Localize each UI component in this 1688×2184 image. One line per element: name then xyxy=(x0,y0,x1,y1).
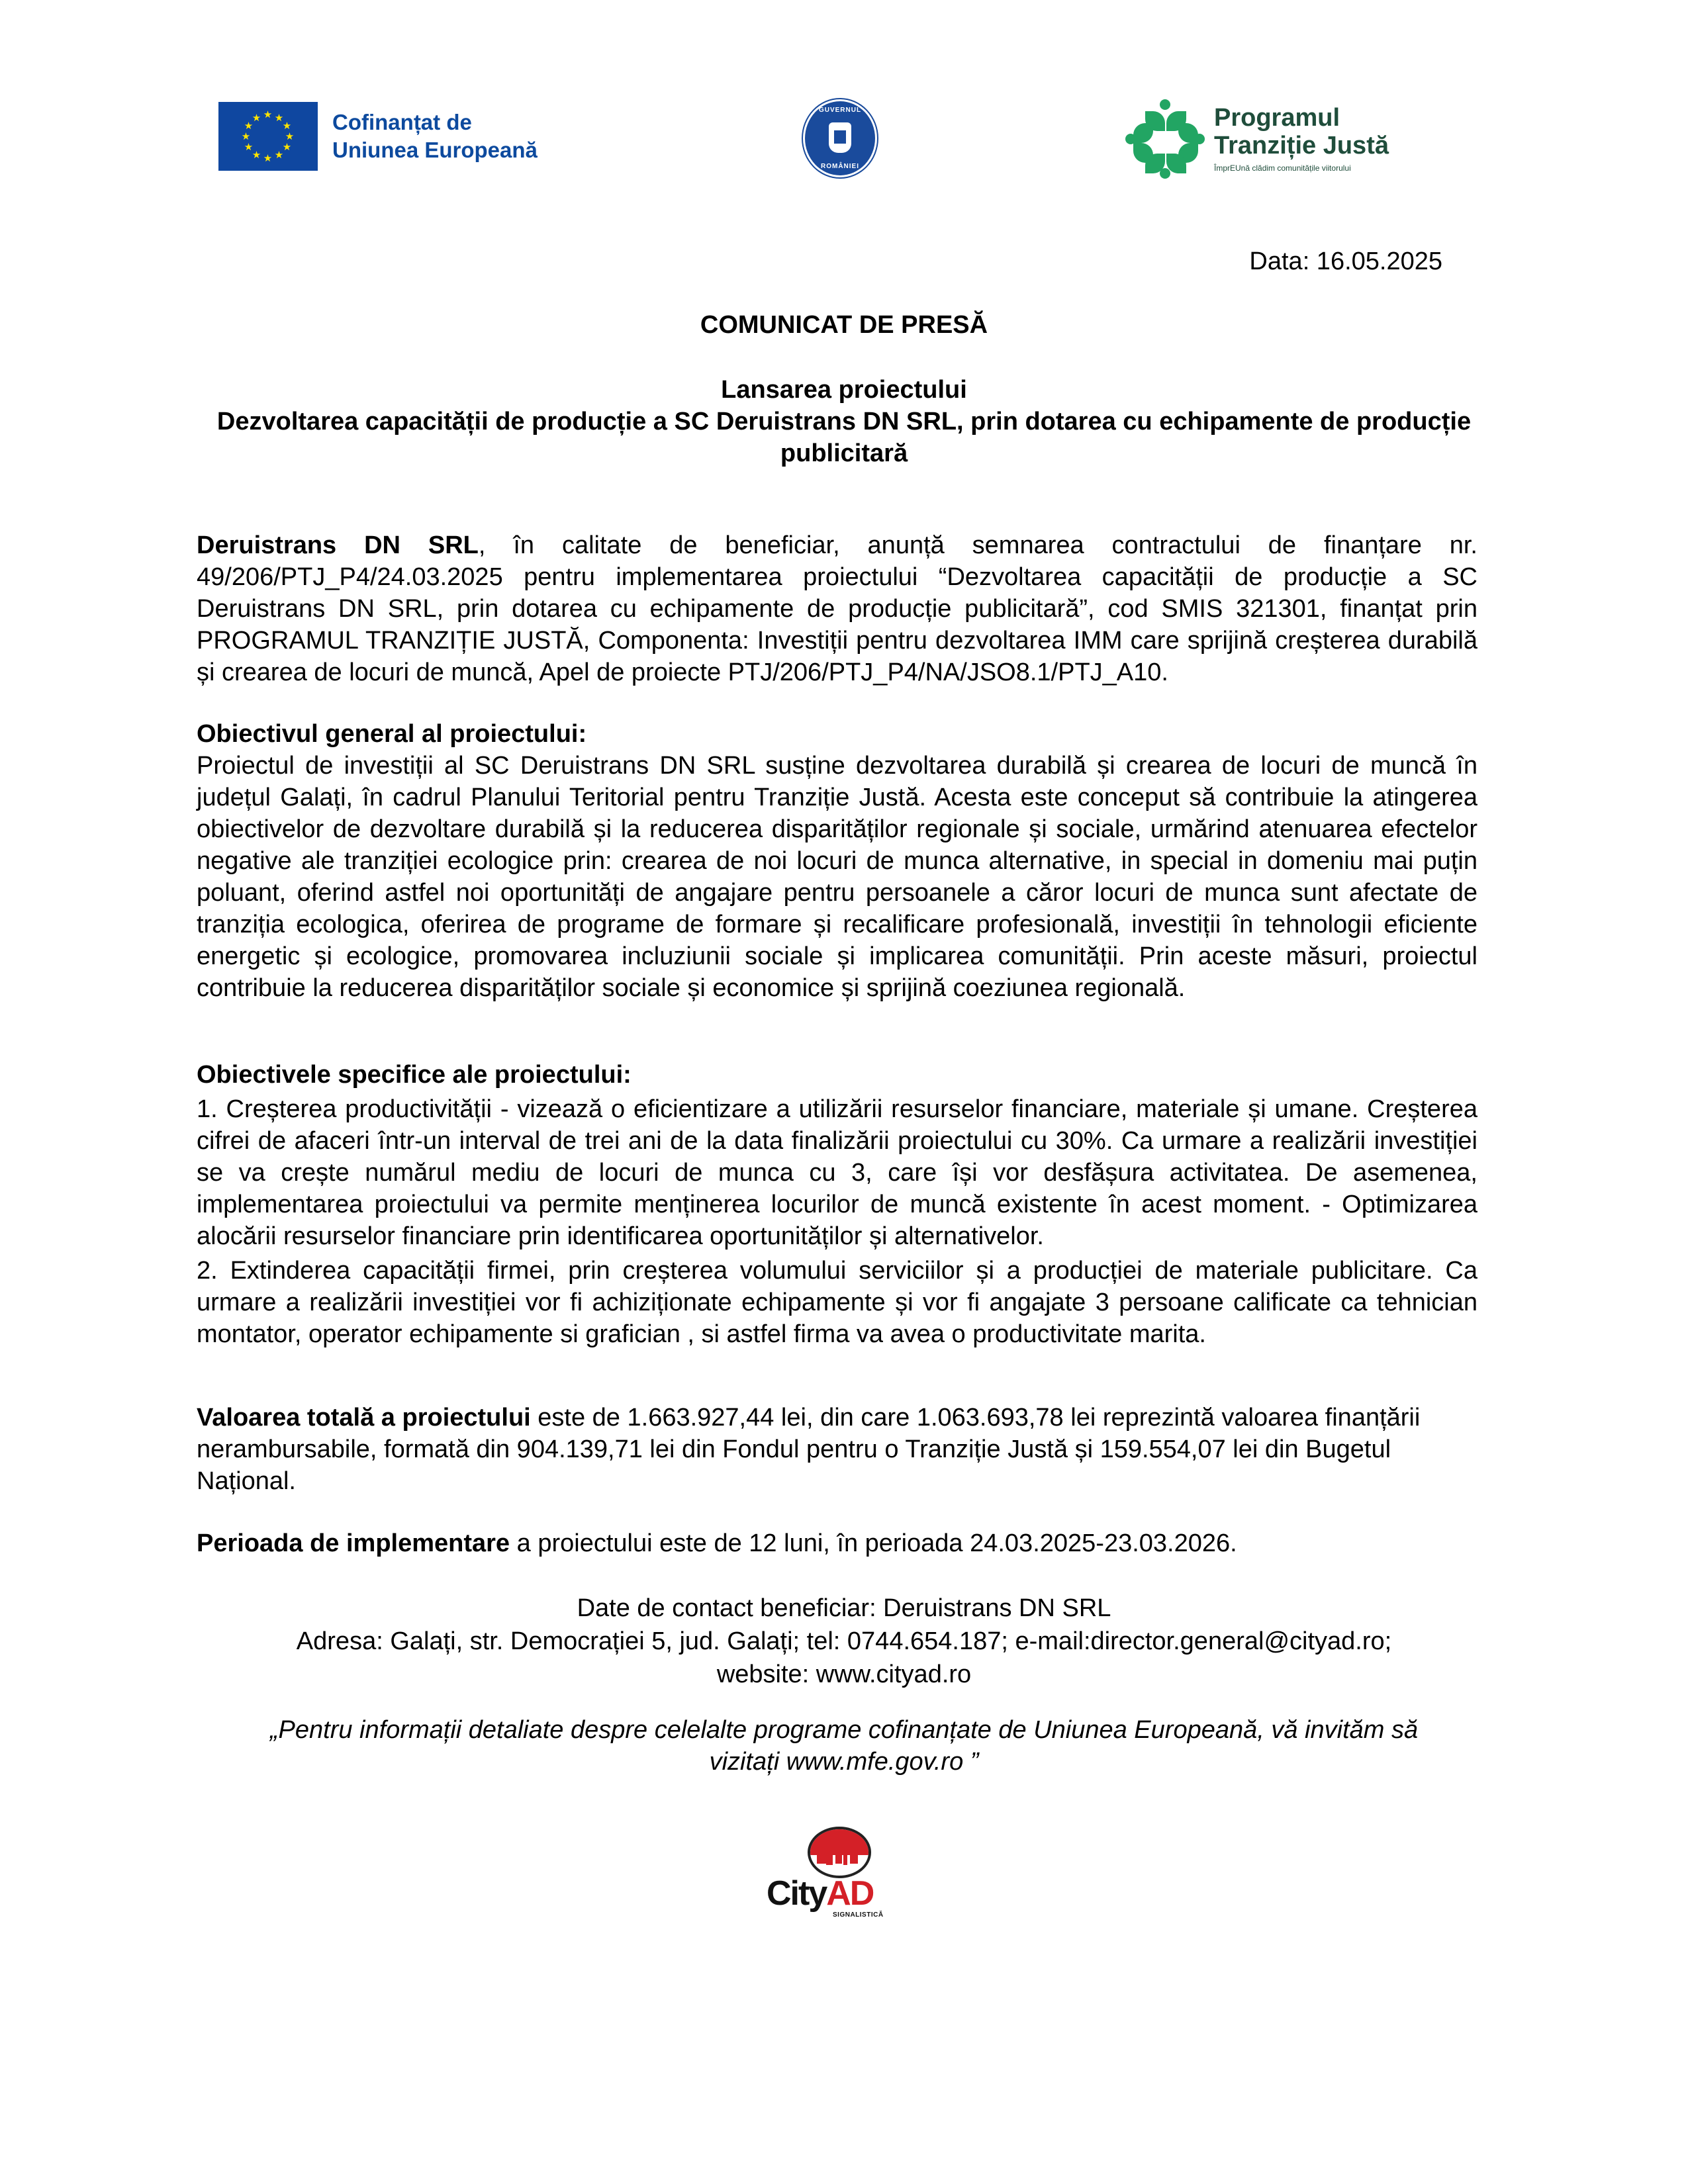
project-value-label: Valoarea totală a proiectului xyxy=(197,1404,531,1432)
launch-heading: Lansarea proiectului xyxy=(721,376,967,404)
page-title: COMUNICAT DE PRESĂ xyxy=(700,311,988,339)
ptj-logo-text xyxy=(1214,104,1389,174)
specific-objectives-heading: Obiectivele specifice ale proiectului: xyxy=(197,1061,632,1089)
programul-tranzitie-justa-logo xyxy=(1125,99,1389,179)
coat-of-arms-icon xyxy=(834,130,846,144)
ptj-logo-line2: Tranziție Justă xyxy=(1214,132,1389,159)
eu-logo-line1: Cofinanțat de xyxy=(332,110,472,134)
romanian-government-logo xyxy=(803,99,877,177)
quote-line2: vizitați www.mfe.gov.ro ” xyxy=(709,1748,979,1776)
specific-objective-item: 1. Creșterea productivității - vizează o eficientizare a utilizării resurselor financiare, materiale și umane. Creșterea cifrei de afaceri într-un interval de trei ani de la data finalizării proiectului cu 30%. Ca urmare a realizării investiției se va crește numărul mediu de locuri de munca cu 3, care își vor desfășura activitatea. De asemenea, implementarea proiectului va permite menținerea locurilor de muncă existente în acest moment. - Optimizarea alocării resurselor financiare prin identificarea oportunităților și alternativelor. xyxy=(197,1095,1477,1250)
header-logos xyxy=(0,99,1688,179)
document-date: Data: 16.05.2025 xyxy=(1249,248,1442,275)
gov-logo-top-text: GUVERNUL xyxy=(818,107,862,114)
contact-line-address: Adresa: Galați, str. Democrației 5, jud. Galați; tel: 0744.654.187; e-mail:director.general@cityad.ro; xyxy=(296,1627,1392,1655)
eu-logo-text xyxy=(332,109,538,164)
project-heading xyxy=(199,374,1489,469)
intro-paragraph xyxy=(197,529,1477,688)
quote-line1: „Pentru informații detaliate despre celelalte programe cofinanțate de Uniunea Europeană, vă invităm să xyxy=(269,1716,1419,1744)
ptj-logo-line1: Programul xyxy=(1214,104,1340,132)
general-objective-heading: Obiectivul general al proiectului: xyxy=(197,720,587,748)
gov-logo-bottom-text: ROMÂNIEI xyxy=(821,163,859,170)
general-objective-text: Proiectul de investiții al SC Deruistrans DN SRL susține dezvoltarea durabilă și crearea de locuri de muncă în județul Galați, în cadrul Planului Teritorial pentru Tranziție Justă. Acesta este conceput să contribuie la atingerea obiectivelor de dezvoltare durabilă și la reducerea disparităților regionale și sociale, urmărind atenuarea efectelor negative ale tranziției ecologice prin: crearea de noi locuri de munca alternative, in special in domeniu mai puțin poluant, oferind astfel noi oportunități de angajare pentru persoanele a căror locuri de munca sunt afectate de tranziția ecologica, oferirea de programe de formare și recalificare profesională, investiții în tehnologii eficiente energetic și ecologice, promovarea incluziunii sociale și implicarea comunității. Prin aceste măsuri, proiectul contribuie la reducerea disparităților sociale și economice și sprijină coeziunea regională. xyxy=(197,752,1477,1002)
contact-block xyxy=(199,1592,1489,1691)
info-quote xyxy=(199,1714,1489,1778)
eu-cofinancing-logo xyxy=(218,102,538,171)
implementation-period-paragraph xyxy=(197,1527,1477,1559)
intro-text: , în calitate de beneficiar, anunță semnarea contractului de finanțare nr. 49/206/PTJ_P4/24.03.2025 pentru implementarea proiectului “Dezvoltarea capacității de producție a SC Deruistrans DN SRL, prin dotarea cu echipamente de producție publicitară”, cod SMIS 321301, finanțat prin PROGRAMUL TRANZIȚIE JUSTĂ, Componenta: Investiții pentru dezvoltarea IMM care sprijină creșterea durabilă și crearea de locuri de muncă, Apel de proiecte PTJ/206/PTJ_P4/NA/JSO8.1/PTJ_A10. xyxy=(197,531,1477,686)
city-skyline-icon xyxy=(808,1827,871,1878)
project-title: Dezvoltarea capacității de producție a SC Deruistrans DN SRL, prin dotarea cu echipamente de producție publicitară xyxy=(216,408,1472,467)
cityad-wordmark: CityAD xyxy=(767,1874,874,1913)
cityad-logo xyxy=(767,1827,906,1926)
implementation-period-label: Perioada de implementare xyxy=(197,1529,510,1557)
implementation-period-text: a proiectului este de 12 luni, în perioada 24.03.2025-23.03.2026. xyxy=(510,1529,1237,1557)
eu-flag-icon: ★ ★ ★ ★ ★ ★ ★ ★ ★ ★ ★ ★ xyxy=(218,102,318,171)
project-value-text: este de 1.663.927,44 lei, din care 1.063.693,78 lei reprezintă valoarea finanțării nerambursabile, formată din 904.139,71 lei din Fondul pentru o Tranziție Justă și 159.554,07 lei din Bugetul Național. xyxy=(197,1404,1421,1495)
beneficiary-name: Deruistrans DN SRL xyxy=(197,531,479,559)
specific-objective-item: 2. Extinderea capacității firmei, prin creșterea volumului serviciilor și a producției de materiale publicitare. Ca urmare a realizării investiției vor fi achiziționate echipamente și vor fi angajate 3 persoane calificate ca tehnician montator, operator echipamente si grafician , si astfel firma va avea o productivitate marita. xyxy=(197,1257,1477,1348)
eu-logo-line2: Uniunea Europeană xyxy=(332,138,538,162)
ptj-flower-icon xyxy=(1125,99,1205,179)
ptj-logo-tagline: ÎmprEUnă clădim comunitățile viitorului xyxy=(1214,163,1351,173)
cityad-subtitle: SIGNALISTICĂ xyxy=(833,1911,884,1919)
project-value-paragraph xyxy=(197,1402,1477,1497)
contact-line-beneficiary: Date de contact beneficiar: Deruistrans DN SRL xyxy=(577,1594,1111,1622)
contact-line-website: website: www.cityad.ro xyxy=(716,1661,972,1688)
general-objective-section xyxy=(197,718,1477,1004)
specific-objectives-section xyxy=(197,1059,1477,1350)
